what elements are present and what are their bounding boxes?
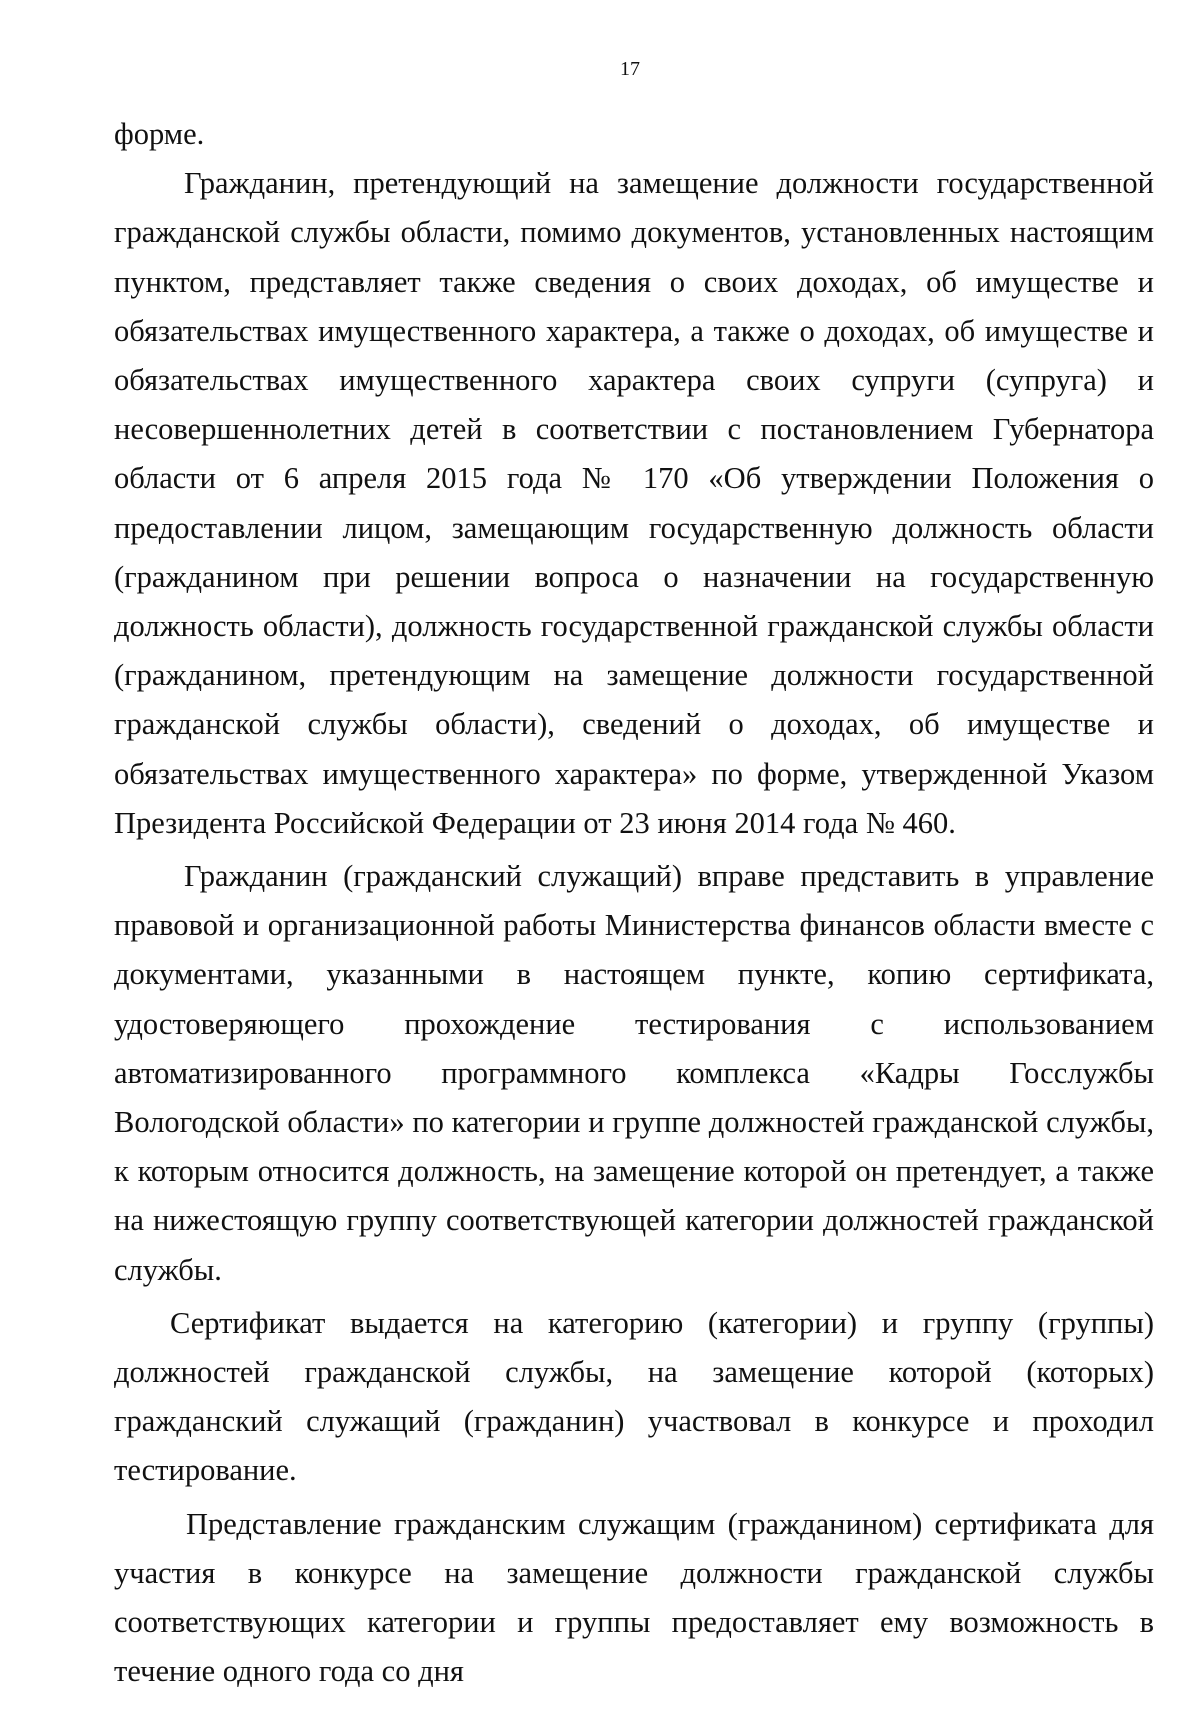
- paragraph-certificate-copy: Гражданин (гражданский служащий) вправе представить в управление правовой и организационной работы Министерства финансов области вместе с документами, указанными в настоящем пункте, копию сертификата, удостоверяющего прохождение тестирования с использованием автоматизированного программного комплекса «Кадры Госслужбы Вологодской области» по категории и группе должностей гражданской службы, к которым относится должность, на замещение которой он претендует, а также на нижестоящую группу соответствующей категории должностей гражданской службы.: [114, 859, 1154, 1287]
- page-number: 17: [620, 58, 640, 80]
- paragraph-continuation: форме.: [114, 117, 205, 151]
- paragraph-certificate-issue: Сертификат выдается на категорию (категории) и группу (группы) должностей гражданской службы, на замещение которой (которых) гражданский служащий (гражданин) участвовал в конкурсе и проходил тестирование.: [114, 1305, 1154, 1488]
- paragraph-income-declaration: Гражданин, претендующий на замещение должности государственной гражданской службы области, помимо документов, установленных настоящим пунктом, представляет также сведения о своих доходах, об имуществе и обязательствах имущественного характера, а также о доходах, об имуществе и обязательствах имущественного характера своих супруги (супруга) и несовершеннолетних детей в соответствии с постановлением Губернатора области от 6 апреля 2015 года № 170 «Об утверждении Положения о предоставлении лицом, замещающим государственную должность области (гражданином при решении вопроса о назначении на государственную должность области), должность государственной гражданской службы области (гражданином, претендующим на замещение должности государственной гражданской службы области), сведений о доходах, об имуществе и обязательствах имущественного характера» по форме, утвержденной Указом Президента Российской Федерации от 23 июня 2014 года № 460.: [114, 166, 1154, 840]
- paragraph-certificate-presentation: Представление гражданским служащим (гражданином) сертификата для участия в конкурсе на замещение должности гражданской службы соответствующих категории и группы предоставляет ему возможность в течение одного года со дня: [114, 1506, 1154, 1689]
- document-body: [114, 110, 1154, 1697]
